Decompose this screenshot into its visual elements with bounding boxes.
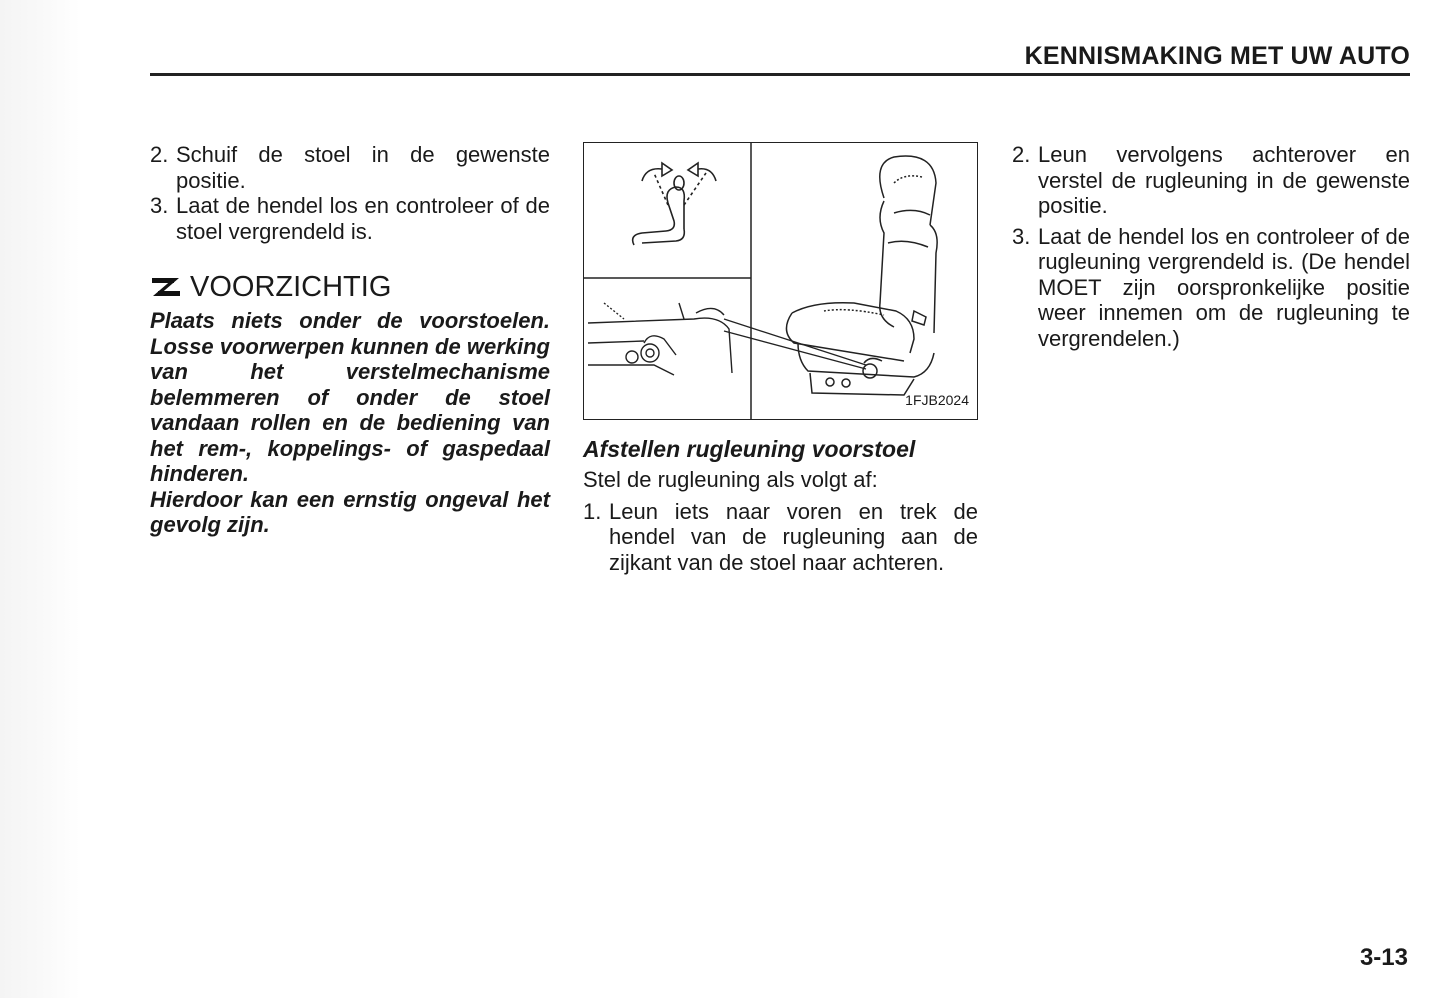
section-heading: Afstellen rugleuning voorstoel (583, 436, 916, 462)
seat-diagram (584, 143, 977, 419)
step-number: 2. (1012, 142, 1031, 167)
right-steps (1012, 142, 1410, 351)
step-number: 2. (150, 142, 169, 167)
left-steps (150, 142, 550, 244)
step-item (1012, 142, 1410, 219)
page-number: 3-13 (1359, 944, 1408, 971)
page-header (150, 40, 1410, 80)
step-text: Laat de hendel los en controleer of de rugleuning vergrendeld is. (De hendel MOET zijn oorspronkelijke positie weer innemen om de rugleuning te vergrendelen.) (1038, 223, 1410, 351)
step-item (150, 142, 550, 193)
step-number: 3. (150, 193, 169, 218)
intro-text: Stel de rugleuning als volgt af: (583, 467, 878, 492)
page-edge-shadow (0, 0, 80, 998)
step-text: Schuif de stoel in de gewenste positie. (176, 142, 550, 193)
right-column (1012, 142, 1410, 356)
caution-body (150, 308, 550, 538)
caution-box (150, 270, 550, 538)
step-item (150, 193, 550, 244)
middle-steps (583, 499, 978, 576)
caution-paragraph: Hierdoor kan een ernstig ongeval het gevolg zijn. (150, 486, 550, 537)
caution-heading (150, 270, 550, 304)
middle-column (583, 142, 978, 575)
step-text: Leun vervolgens achterover en verstel de rugleuning in de gewenste positie. (1038, 142, 1410, 218)
section-title: KENNISMAKING MET UW AUTO (1024, 42, 1410, 70)
step-text: Laat de hendel los en controleer of de stoel vergrendeld is. (176, 193, 550, 244)
step-text: Leun iets naar voren en trek de hendel van de rugleuning aan de zijkant van de stoel naar achteren. (609, 498, 978, 575)
caution-title: VOORZICHTIG (190, 271, 392, 303)
step-item (583, 499, 978, 576)
figure-code: 1FJB2024 (905, 391, 969, 408)
header-rule (150, 73, 1410, 76)
left-column (150, 142, 550, 538)
seat-illustration (583, 142, 978, 420)
caution-paragraph: Plaats niets onder de voorstoelen. Losse voorwerpen kunnen de werking van het verstelmechanisme belemmeren of onder de stoel vandaan rollen en de bediening van het rem-, koppelings- of gaspedaal hinderen. (150, 308, 550, 486)
caution-icon (150, 275, 182, 299)
step-item (1012, 224, 1410, 352)
step-number: 1. (583, 498, 602, 524)
step-number: 3. (1012, 223, 1031, 249)
